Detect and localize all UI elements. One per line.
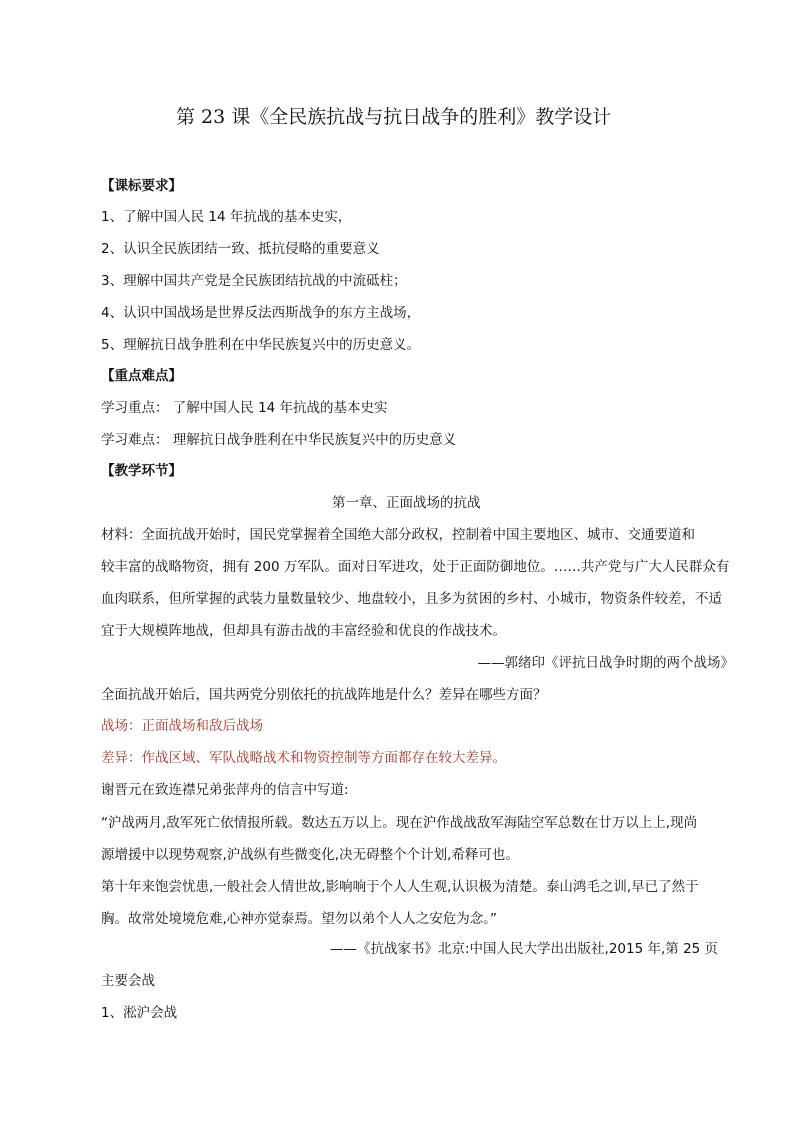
letter-line: 胸。故常处境境危难,心神亦觉泰焉。望勿以弟个人人之安危为念。” bbox=[101, 911, 498, 927]
requirement-item: 2、认识全民族团结一致、抵抗侵略的重要意义 bbox=[101, 241, 380, 257]
material-paragraph-line: 宜于大规模阵地战，但却具有游击战的丰富经验和优良的作战技术。 bbox=[101, 623, 506, 639]
chapter-title: 第一章、正面战场的抗战 bbox=[332, 495, 481, 511]
section-heading-key-points: 【重点难点】 bbox=[101, 368, 182, 384]
material-paragraph-line: 较丰富的战略物资，拥有 200 万军队。面对日军进攻，处于正面防御地位。……共产党与广大人民群众有 bbox=[101, 559, 730, 575]
material-paragraph-line: 血肉联系，但所掌握的武装力量数量较少、地盘较小，且多为贫困的乡村、小城市，物资条件较差，不适 bbox=[101, 591, 722, 607]
discussion-question: 全面抗战开始后，国共两党分别依托的抗战阵地是什么？差异在哪些方面？ bbox=[101, 687, 547, 703]
answer-difference: 差异：作战区域、军队战略战术和物资控制等方面都存在较大差异。 bbox=[101, 750, 506, 766]
letter-line: “沪战两月,敌军死亡依情报所载。数达五万以上。现在沪作战战敌军海陆空军总数在廿万以上上,现尚 bbox=[101, 815, 698, 831]
difficult-point: 学习难点： 理解抗日战争胜利在中华民族复兴中的历史意义 bbox=[101, 432, 457, 448]
battles-heading: 主要会战 bbox=[101, 973, 155, 989]
letter-intro: 谢晋元在致连襟兄弟张萍舟的信言中写道: bbox=[101, 782, 349, 798]
battle-item: 1、淞沪会战 bbox=[101, 1005, 178, 1021]
requirement-item: 1、了解中国人民 14 年抗战的基本史实， bbox=[101, 209, 352, 225]
letter-source: ——《抗战家书》北京:中国人民大学出出版社,2015 年,第 25 页 bbox=[330, 941, 719, 957]
key-point: 学习重点： 了解中国人民 14 年抗战的基本史实 bbox=[101, 400, 388, 416]
letter-line: 源增援中以现势观察,沪战纵有些微变化,决无碍整个个计划,希释可也。 bbox=[101, 847, 519, 863]
requirement-item: 3、理解中国共产党是全民族团结抗战的中流砥柱； bbox=[101, 273, 407, 289]
material-source: ——郭绪印《评抗日战争时期的两个战场》 bbox=[477, 655, 734, 671]
section-heading-teaching: 【教学环节】 bbox=[101, 463, 182, 479]
document-title: 第 23 课《全民族抗战与抗日战争的胜利》教学设计 bbox=[176, 106, 612, 128]
material-paragraph-line: 材料：全面抗战开始时，国民党掌握着全国绝大部分政权，控制着中国主要地区、城市、交通要道和 bbox=[101, 527, 695, 543]
section-heading-curriculum: 【课标要求】 bbox=[101, 178, 182, 194]
answer-battlefield: 战场：正面战场和敌后战场 bbox=[101, 718, 263, 734]
letter-line: 第十年来饱尝忧患,一般社会人情世故,影响响于个人人生观,认识极为清楚。泰山鸿毛之训,早已了然于 bbox=[101, 879, 699, 895]
requirement-item: 5、理解抗日战争胜利在中华民族复兴中的历史意义。 bbox=[101, 337, 421, 353]
requirement-item: 4、认识中国战场是世界反法西斯战争的东方主战场， bbox=[101, 305, 421, 321]
